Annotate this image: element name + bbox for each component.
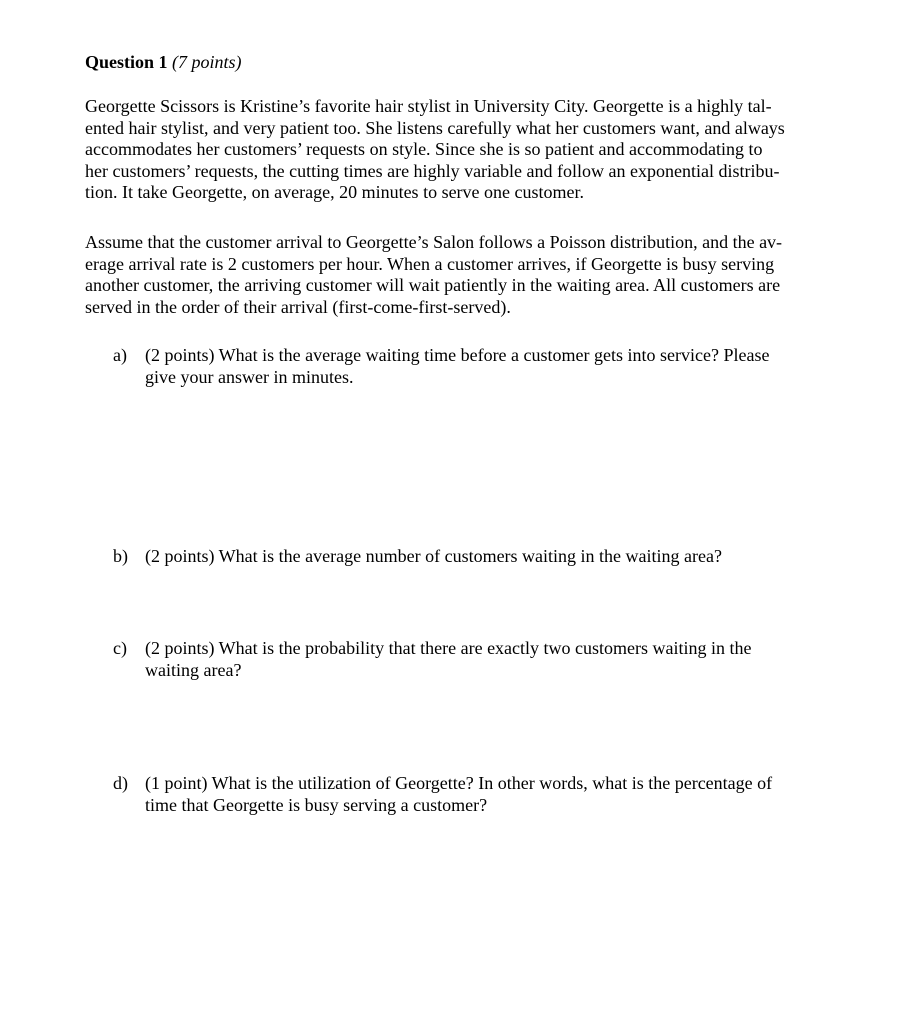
paragraph-line: erage arrival rate is 2 customers per hour. When a customer arrives, if Georgette is busy serving [85, 253, 775, 274]
arrival-assumption-paragraph [85, 232, 840, 318]
paragraph-line: tion. It take Georgette, on average, 20 minutes to serve one customer. [85, 182, 585, 203]
sub-question-label: d) [113, 773, 128, 793]
paragraph-line: accommodates her customers’ requests on style. Since she is so patient and accommodating to [85, 139, 763, 160]
sub-question-text [145, 637, 845, 681]
paragraph-line: another customer, the arriving customer will wait patiently in the waiting area. All customers are [85, 275, 781, 296]
paragraph-line: served in the order of their arrival (first-come-first-served). [85, 296, 511, 317]
question-title: Question 1 [85, 52, 168, 72]
question-points: (7 points) [172, 52, 242, 72]
sub-question-text [145, 772, 845, 816]
sub-question-label: b) [113, 546, 128, 566]
sub-question-line: (2 points) What is the average number of customers waiting in the waiting area? [145, 546, 722, 566]
paragraph-line: Georgette Scissors is Kristine’s favorite hair stylist in University City. Georgette is a highly tal- [85, 96, 772, 116]
sub-question-label: a) [113, 345, 127, 365]
question-heading [85, 50, 242, 74]
problem-description-paragraph [85, 96, 840, 204]
sub-question-line: (2 points) What is the probability that there are exactly two customers waiting in the [145, 638, 752, 658]
paragraph-line: her customers’ requests, the cutting times are highly variable and follow an exponential distribu- [85, 160, 780, 181]
sub-question-text [145, 545, 845, 567]
sub-question-line: time that Georgette is busy serving a customer? [145, 795, 488, 815]
sub-question-line: waiting area? [145, 660, 242, 680]
paragraph-line: Assume that the customer arrival to Georgette’s Salon follows a Poisson distribution, and the av- [85, 232, 783, 252]
sub-question-line: give your answer in minutes. [145, 367, 354, 387]
paragraph-line: ented hair stylist, and very patient too. She listens carefully what her customers want, and always [85, 117, 785, 138]
sub-question-line: (2 points) What is the average waiting time before a customer gets into service? Please [145, 345, 770, 365]
sub-question-text [145, 344, 845, 388]
sub-question-line: (1 point) What is the utilization of Georgette? In other words, what is the percentage of [145, 773, 773, 793]
sub-question-label: c) [113, 638, 127, 658]
